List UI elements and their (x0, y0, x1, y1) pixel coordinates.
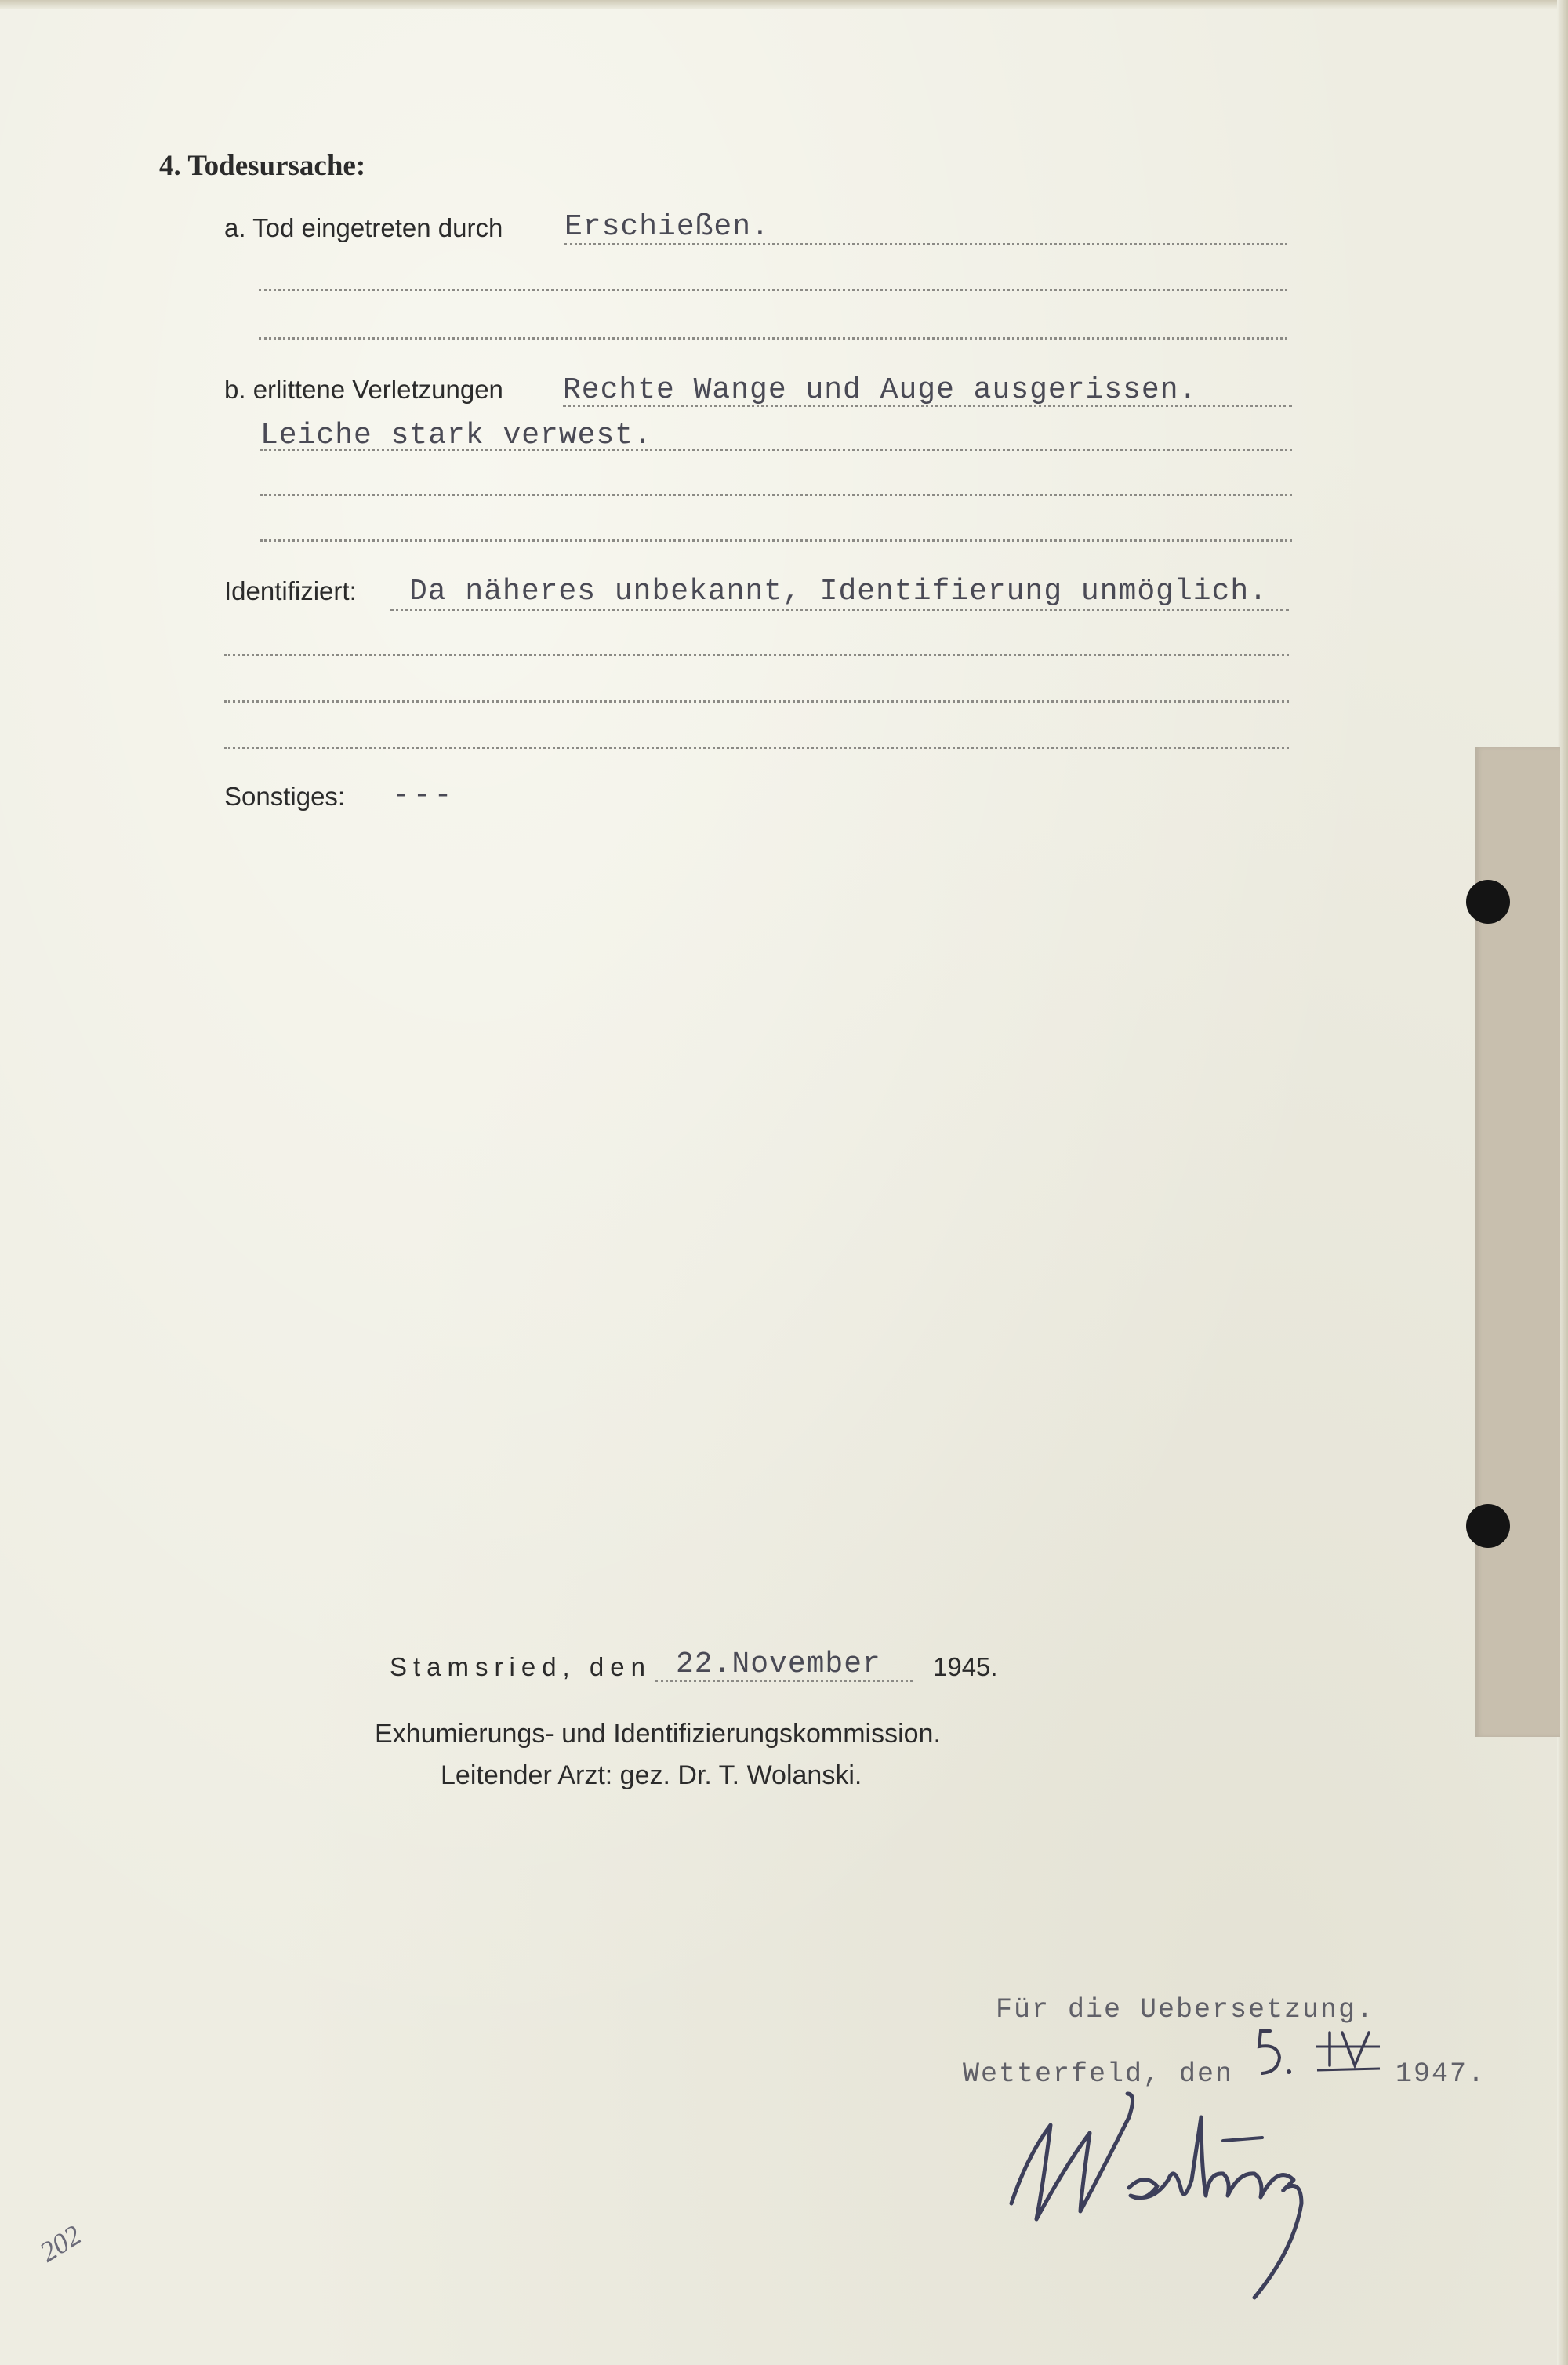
footer-doctor: Leitender Arzt: gez. Dr. T. Wolanski. (441, 1760, 862, 1790)
cause-line-1 (564, 243, 1287, 245)
footer-date: 22.November (676, 1648, 881, 1681)
margin-note: 202 (34, 2218, 87, 2269)
punch-hole-bottom (1466, 1504, 1510, 1548)
identified-line-4 (224, 747, 1289, 749)
footer-place: Stamsried, den (390, 1652, 652, 1681)
section-heading: 4. Todesursache: (159, 150, 366, 182)
certification-place: Wetterfeld, den (963, 2058, 1234, 2090)
signature (996, 2070, 1356, 2313)
injuries-label: b. erlittene Verletzungen (224, 375, 503, 404)
paper-edge-top (0, 0, 1568, 9)
identified-value: Da näheres unbekannt, Identifierung unmöglich. (409, 575, 1268, 609)
injuries-value-line1: Rechte Wange und Auge ausgerissen. (563, 373, 1198, 407)
footer-year: 1945. (933, 1652, 998, 1681)
identified-line-1 (390, 609, 1289, 611)
punch-hole-top (1466, 880, 1510, 924)
injuries-line-1 (563, 405, 1292, 407)
identified-line-3 (224, 700, 1289, 703)
cause-label: a. Tod eingetreten durch (224, 213, 503, 242)
certification-line1: Für die Uebersetzung. (996, 1994, 1375, 2025)
misc-label: Sonstiges: (224, 782, 346, 811)
injuries-line-2 (260, 449, 1292, 451)
identified-label: Identifiziert: (224, 576, 357, 605)
certification-year: 1947. (1396, 2058, 1486, 2090)
identified-line-2 (224, 654, 1289, 656)
injuries-line-4 (260, 539, 1292, 542)
cause-value: Erschießen. (564, 210, 770, 244)
injuries-value-line2: Leiche stark verwest. (260, 419, 652, 452)
footer-commission: Exhumierungs- und Identifizierungskommission. (375, 1719, 941, 1749)
injuries-line-3 (260, 494, 1292, 496)
cause-line-3 (259, 337, 1287, 340)
footer-date-line (655, 1680, 913, 1682)
misc-value: --- (392, 779, 456, 812)
cause-line-2 (259, 289, 1287, 291)
